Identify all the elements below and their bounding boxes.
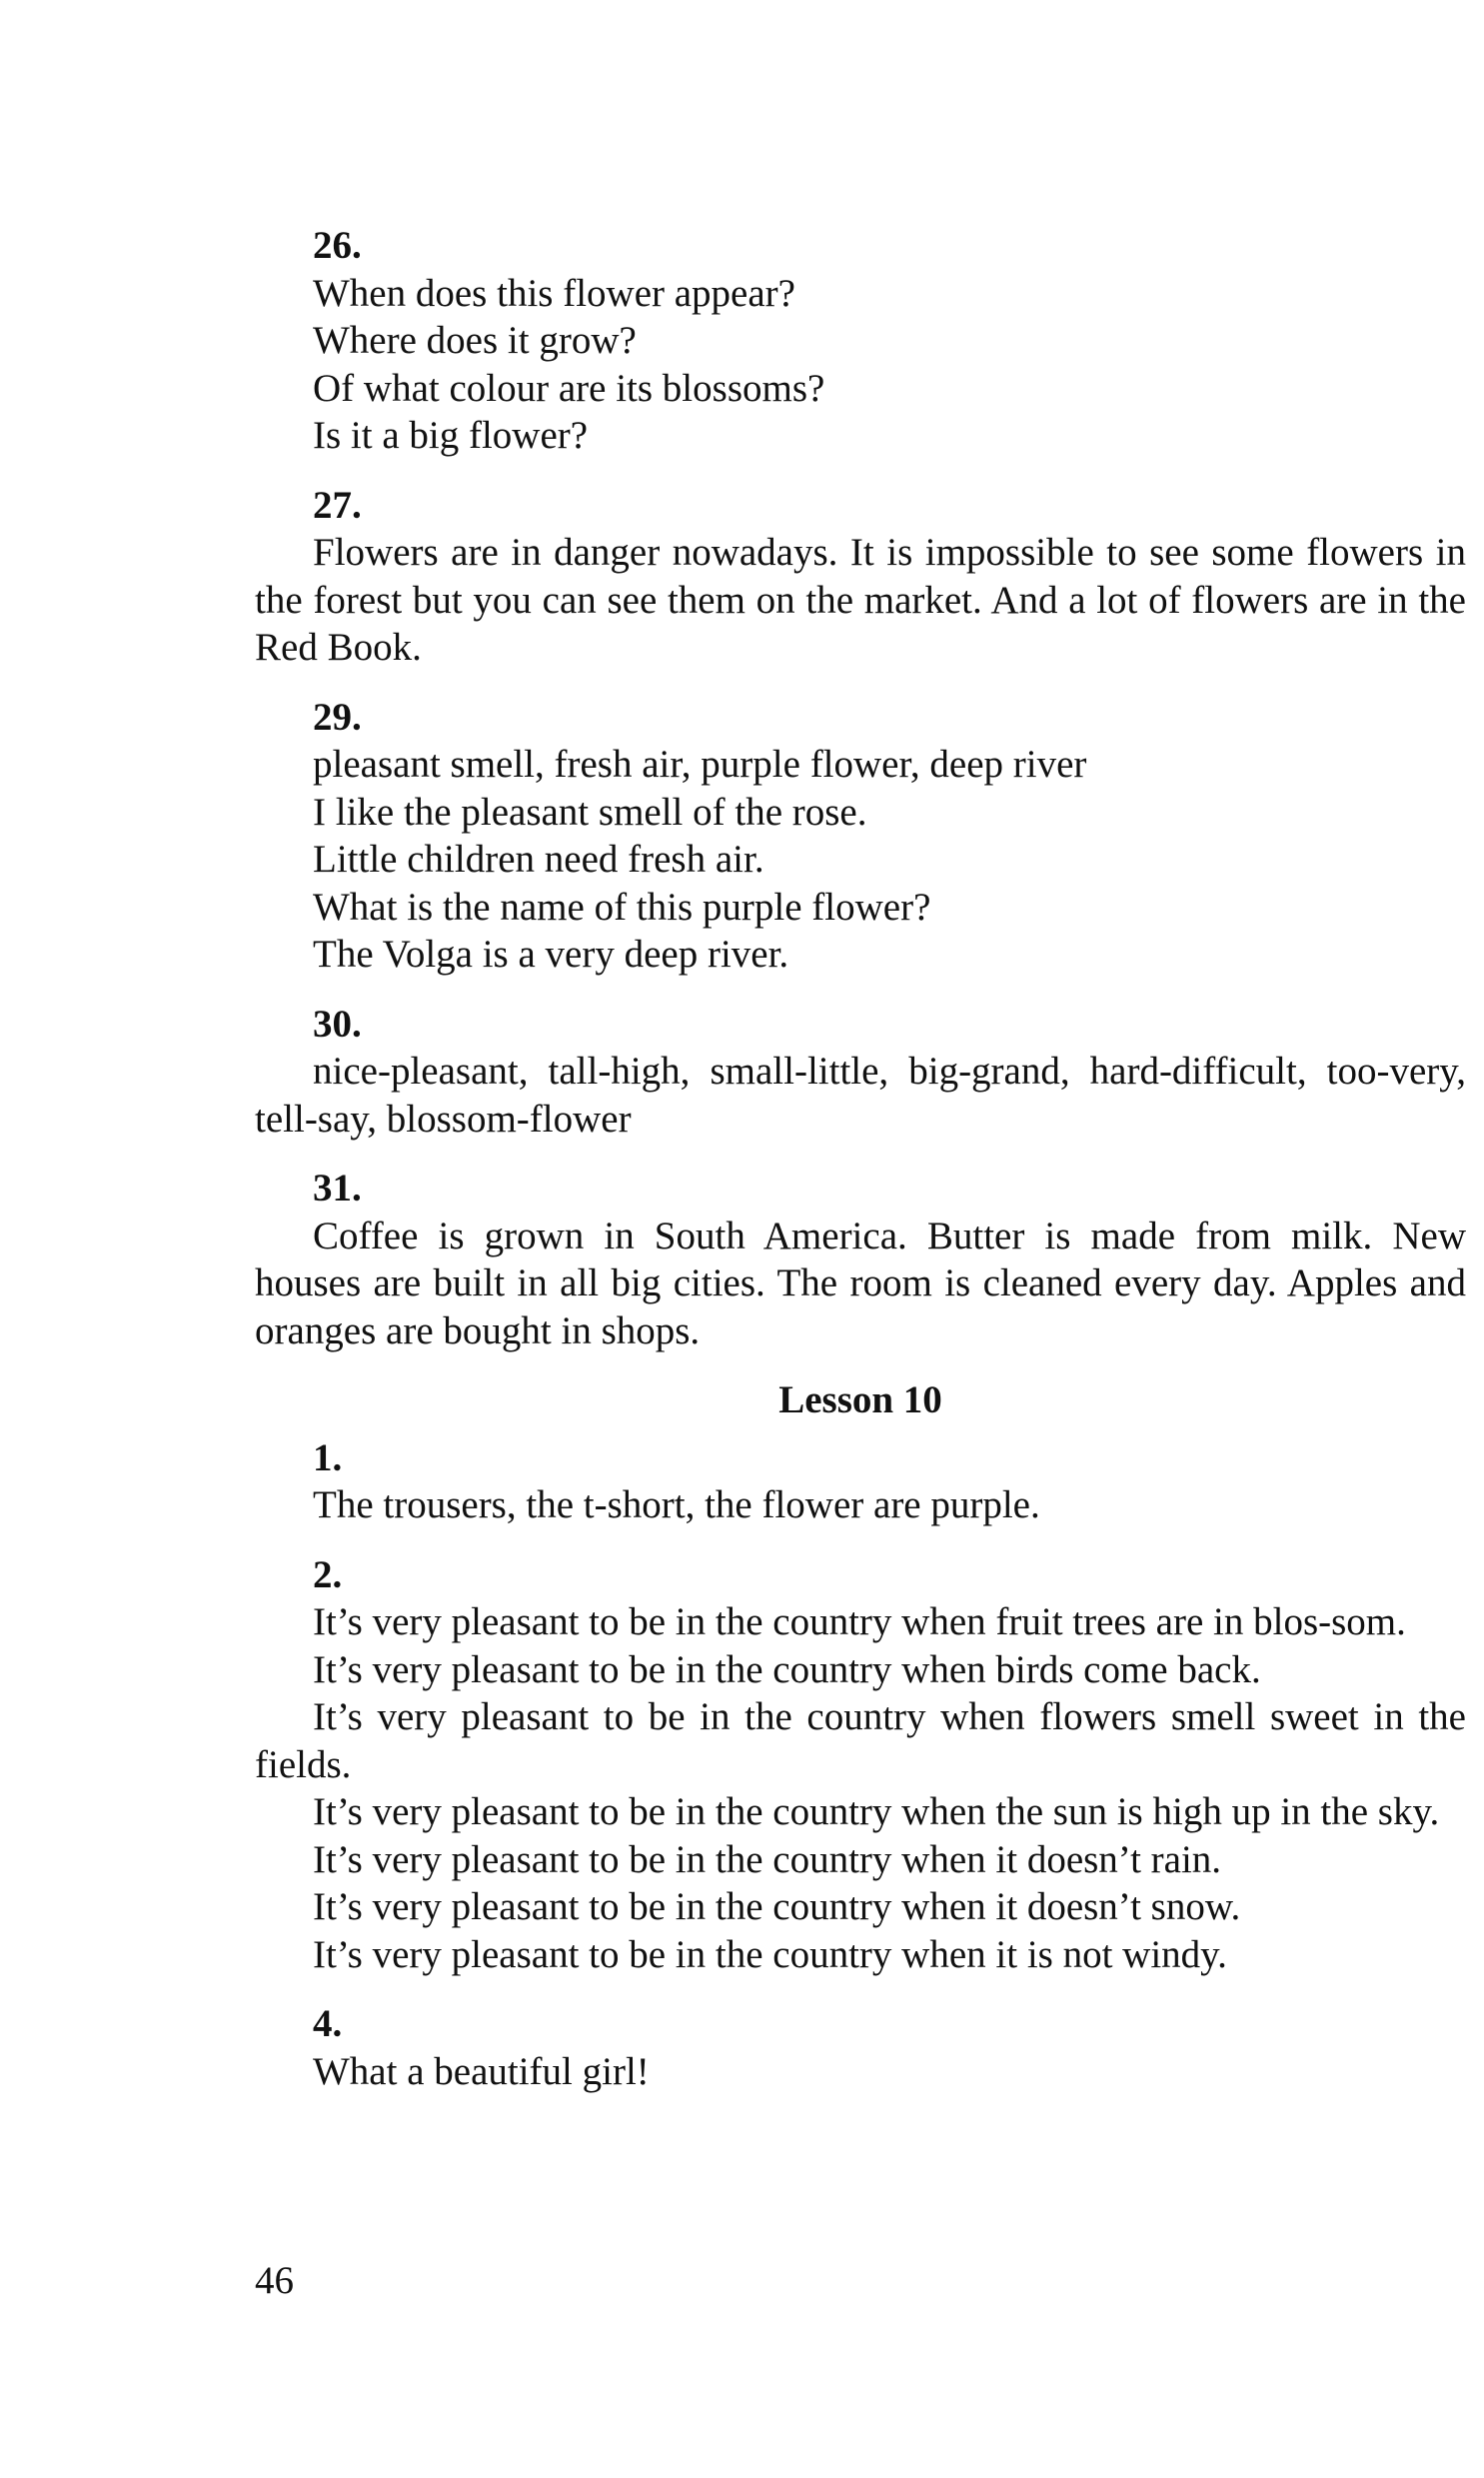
answer-line: Of what colour are its blossoms? [313, 366, 825, 410]
answer-paragraph: It’s very pleasant to be in the country when it doesn’t rain. [313, 1837, 1222, 1881]
answer-line: Where does it grow? [313, 319, 637, 362]
page-content [255, 222, 1476, 2117]
exercise-number: 2. [313, 1552, 343, 1596]
exercise-section [255, 482, 1476, 672]
exercise-section [255, 1001, 1476, 1144]
exercise-section [255, 1165, 1476, 1354]
lesson-title: Lesson 10 [778, 1378, 942, 1421]
answer-paragraph: It’s very pleasant to be in the country when it is not windy. [313, 1932, 1227, 1976]
answer-line: What a beautiful girl! [313, 2049, 650, 2093]
exercise-number: 31. [313, 1167, 362, 1210]
answer-line: Little children need fresh air. [313, 838, 764, 881]
answer-paragraph: It’s very pleasant to be in the country when fruit trees are in blos-som. [313, 1600, 1406, 1643]
exercise-number: 26. [313, 224, 362, 267]
answer-paragraph: nice-pleasant, tall-high, small-little, big-grand, hard-difficult, too-very, tell-say, blossom-flower [255, 1050, 1466, 1141]
answer-line: The trousers, the t-short, the flower are purple. [313, 1483, 1040, 1526]
exercise-number: 4. [313, 2002, 343, 2045]
exercise-section [255, 1434, 1476, 1529]
exercise-section [255, 222, 1476, 460]
answer-paragraph: Flowers are in danger nowadays. It is impossible to see some flowers in the forest but you can see them on the market. And a lot of flowers are in the Red Book. [255, 531, 1466, 669]
exercise-section [255, 694, 1476, 979]
answer-paragraph: Coffee is grown in South America. Butter is made from milk. New houses are built in all big cities. The room is cleaned every day. Apples and oranges are bought in shops. [255, 1214, 1466, 1352]
exercise-section [255, 2000, 1476, 2095]
answer-line: What is the name of this purple flower? [313, 885, 931, 929]
answer-line: The Volga is a very deep river. [313, 933, 789, 976]
answer-line: pleasant smell, fresh air, purple flower, deep river [313, 743, 1087, 786]
answer-paragraph: It’s very pleasant to be in the country when birds come back. [313, 1647, 1261, 1691]
answer-paragraph: It’s very pleasant to be in the country when it doesn’t snow. [313, 1885, 1241, 1928]
exercise-number: 30. [313, 1002, 362, 1046]
answer-paragraph: It’s very pleasant to be in the country when the sun is high up in the sky. [313, 1790, 1440, 1833]
sections-before [255, 222, 1476, 1354]
exercise-number: 1. [313, 1435, 343, 1479]
answer-line: Is it a big flower? [313, 414, 589, 457]
answer-line: When does this flower appear? [313, 271, 795, 315]
answer-paragraph: It’s very pleasant to be in the country when flowers smell sweet in the fields. [255, 1695, 1466, 1786]
answer-line: I like the pleasant smell of the rose. [313, 790, 867, 834]
page-number: 46 [255, 2259, 294, 2302]
exercise-number: 29. [313, 695, 362, 739]
exercise-number: 27. [313, 483, 362, 527]
exercise-section [255, 1551, 1476, 1979]
sections-after [255, 1434, 1476, 2096]
